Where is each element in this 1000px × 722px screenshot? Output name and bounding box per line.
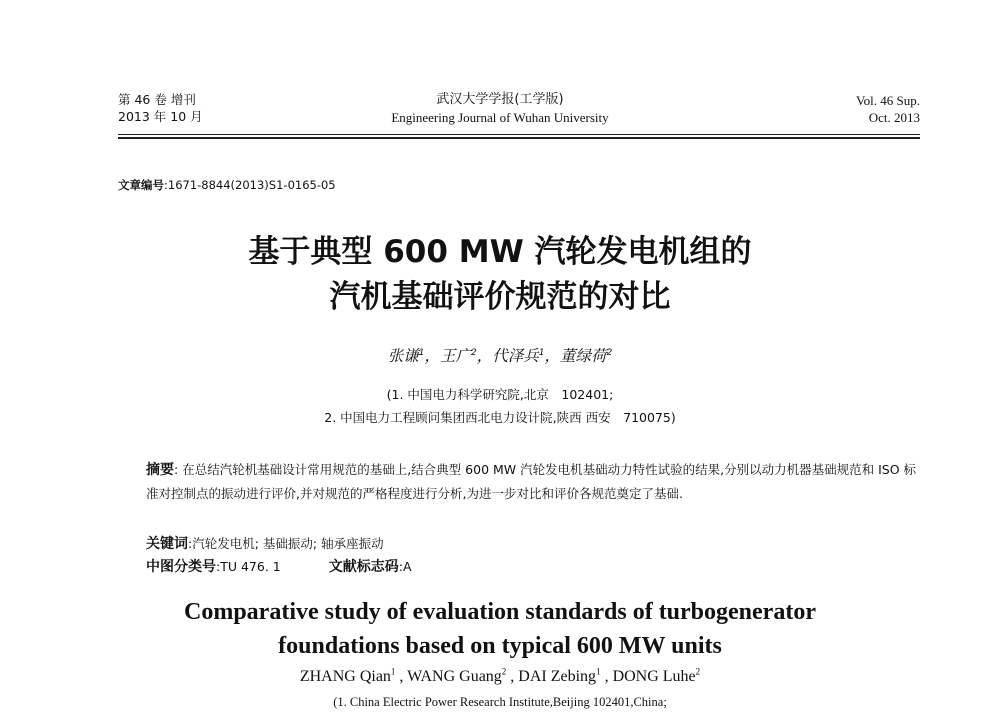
abstract-label: 摘要 [146, 462, 175, 478]
author-en-affiliation-mark: 1 [596, 666, 601, 677]
journal-name-en: Engineering Journal of Wuhan University [391, 110, 609, 125]
affiliation-cn-2: 2. 中国电力工程顾问集团西北电力设计院,陕西 西安 710075) [324, 410, 676, 425]
volume-issue: 第 46 卷 增刊 [118, 92, 196, 107]
authors-cn [0, 346, 1000, 366]
title-en-line2: foundations based on typical 600 MW units [278, 633, 722, 659]
author-cn-separator: ， [544, 347, 561, 365]
article-id-value: :1671-8844(2013)S1-0165-05 [164, 178, 336, 192]
author-cn-affiliation-mark: 2 [606, 347, 613, 358]
title-en-line1: Comparative study of evaluation standards of turbogenerator [184, 599, 816, 625]
author-cn-separator: ， [424, 347, 440, 365]
header-rule-thick [118, 137, 920, 139]
keywords-text: :汽轮发电机; 基础振动; 轴承座振动 [188, 536, 384, 551]
title-cn-line1: 基于典型 600 MW 汽轮发电机组的 [248, 234, 752, 270]
author-en-affiliation-mark: 1 [390, 666, 396, 677]
author-cn-name: 董绿荷 [560, 347, 607, 365]
affiliation-en-1: (1. China Electric Power Research Institute,Beijing 102401,China; [333, 695, 667, 709]
author-cn-affiliation-mark: 1 [418, 347, 425, 358]
author-en-separator: , [506, 668, 519, 685]
publication-date: 2013 年 10 月 [118, 109, 203, 124]
volume-en: Vol. 46 Sup. [855, 93, 920, 108]
author-en-name: DONG Luhe [612, 668, 696, 685]
author-en-name: WANG Guang [407, 668, 502, 685]
author-cn-affiliation-mark: 2 [471, 347, 477, 358]
author-en-name: DAI Zebing [518, 668, 597, 685]
author-en-separator: , [395, 668, 408, 685]
abstract-text: : 在总结汽轮机基础设计常用规范的基础上,结合典型 600 MW 汽轮发电机基础动力特性试验的结果,分别以动力机器基础规范和 ISO 标准对控制点的振动进行评价,并对规范的严格程度进行分析,为进一步对比和评价各规范奠定了基础. [146, 462, 917, 501]
doc-code-label: 文献标志码 [328, 559, 399, 575]
authors-en [0, 667, 1000, 687]
author-en-affiliation-mark: 2 [695, 666, 701, 677]
author-cn-separator: ， [476, 347, 493, 365]
classification [146, 557, 412, 577]
author-en-separator: , [600, 668, 613, 685]
article-id-label: 文章编号 [118, 178, 164, 192]
header-rule-thin [118, 134, 920, 135]
author-cn-name: 代泽兵 [492, 347, 539, 365]
abstract-cn [146, 458, 916, 505]
keywords-cn [146, 534, 384, 554]
doc-code-value: :A [398, 559, 412, 574]
date-en: Oct. 2013 [868, 110, 920, 125]
affiliation-cn-1: (1. 中国电力科学研究院,北京 102401; [386, 387, 614, 402]
author-cn-affiliation-mark: 1 [538, 347, 545, 358]
title-cn-line2: 汽机基础评价规范的对比 [329, 279, 671, 315]
clc-value: :TU 476. 1 [216, 559, 281, 574]
author-en-name: ZHANG Qian [299, 668, 391, 685]
author-en-affiliation-mark: 2 [501, 666, 507, 677]
journal-name-cn: 武汉大学学报(工学版) [436, 92, 564, 107]
author-cn-name: 王广 [439, 347, 471, 365]
clc-label: 中图分类号 [146, 559, 216, 575]
keywords-label: 关键词 [146, 536, 188, 552]
author-cn-name: 张谦 [387, 347, 419, 365]
article-id [118, 178, 336, 193]
